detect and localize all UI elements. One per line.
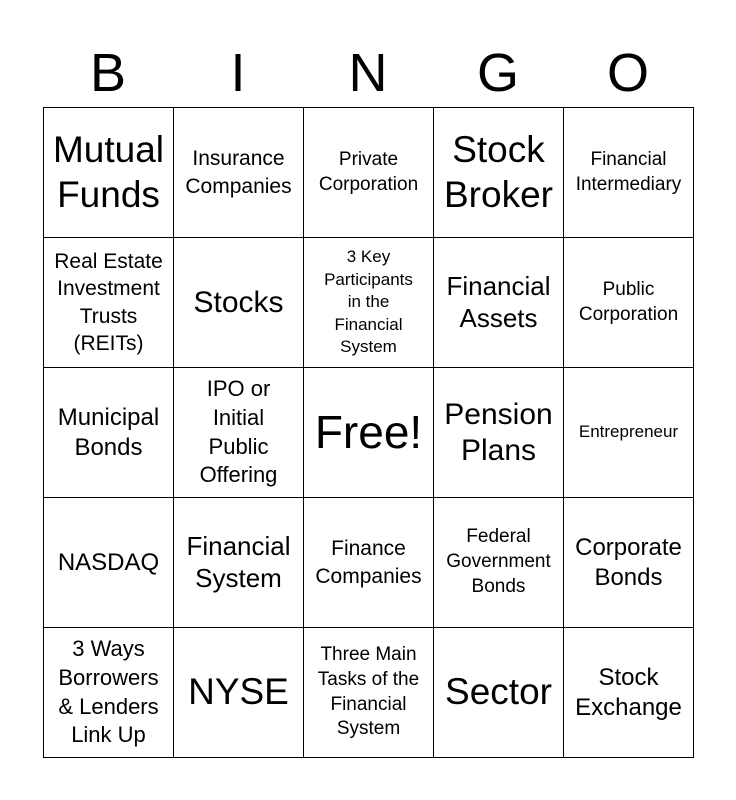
cell-text: Real Estate Investment Trusts (REITs) <box>54 249 163 355</box>
cell-text: Private Corporation <box>318 148 419 195</box>
bingo-cell[interactable] <box>564 238 694 368</box>
header-letter-n: N <box>348 43 388 103</box>
cell-text: Mutual Funds <box>52 129 165 215</box>
cell-text: Municipal Bonds <box>57 404 160 461</box>
bingo-cell[interactable] <box>44 628 174 758</box>
header-letter-i: I <box>230 43 246 103</box>
cell-text: Financial Intermediary <box>575 148 682 195</box>
cell-text: NYSE <box>188 671 289 713</box>
bingo-cell[interactable] <box>434 108 564 238</box>
cell-text: 3 Key Participants in the Financial System <box>324 246 413 357</box>
bingo-cell[interactable] <box>44 368 174 498</box>
cell-text: Insurance Companies <box>185 147 292 198</box>
cell-text: Public Corporation <box>578 278 679 325</box>
cell-text: Sector <box>445 671 552 713</box>
bingo-cell[interactable] <box>564 108 694 238</box>
bingo-cell[interactable] <box>304 238 434 368</box>
cell-text: Entrepreneur <box>578 422 679 442</box>
bingo-cell[interactable] <box>564 628 694 758</box>
header-letter-g: G <box>476 43 519 103</box>
cell-text: Financial System <box>186 531 291 593</box>
cell-text: IPO or Initial Public Offering <box>199 376 278 488</box>
bingo-cell[interactable] <box>434 238 564 368</box>
cell-text: Stock Broker <box>444 129 553 215</box>
cell-text: Three Main Tasks of the Financial System <box>317 644 420 740</box>
bingo-cell[interactable] <box>434 628 564 758</box>
bingo-cell[interactable] <box>44 238 174 368</box>
bingo-cell[interactable] <box>44 108 174 238</box>
bingo-header <box>43 38 693 108</box>
bingo-cell[interactable] <box>304 108 434 238</box>
bingo-board <box>43 107 694 758</box>
bingo-cell[interactable] <box>174 108 304 238</box>
bingo-cell[interactable] <box>304 368 434 498</box>
cell-text: Stocks <box>193 285 284 319</box>
bingo-cell[interactable] <box>564 368 694 498</box>
header-letter-o: O <box>606 43 649 103</box>
bingo-cell[interactable] <box>174 498 304 628</box>
header-letter-b: B <box>89 43 127 103</box>
cell-text: 3 Ways Borrowers & Lenders Link Up <box>58 636 159 748</box>
bingo-cell[interactable] <box>304 628 434 758</box>
bingo-cell[interactable] <box>434 368 564 498</box>
bingo-cell[interactable] <box>174 238 304 368</box>
bingo-cell[interactable] <box>564 498 694 628</box>
cell-text: Finance Companies <box>315 537 422 588</box>
bingo-cell[interactable] <box>174 628 304 758</box>
cell-text: NASDAQ <box>57 548 160 576</box>
bingo-cell[interactable] <box>434 498 564 628</box>
cell-text: Free! <box>314 406 423 459</box>
cell-text: Corporate Bonds <box>575 534 682 591</box>
bingo-cell[interactable] <box>44 498 174 628</box>
bingo-cell[interactable] <box>304 498 434 628</box>
cell-text: Stock Exchange <box>575 664 682 721</box>
cell-text: Pension Plans <box>444 397 553 467</box>
cell-text: Federal Government Bonds <box>446 526 551 597</box>
bingo-cell[interactable] <box>174 368 304 498</box>
cell-text: Financial Assets <box>446 271 551 333</box>
